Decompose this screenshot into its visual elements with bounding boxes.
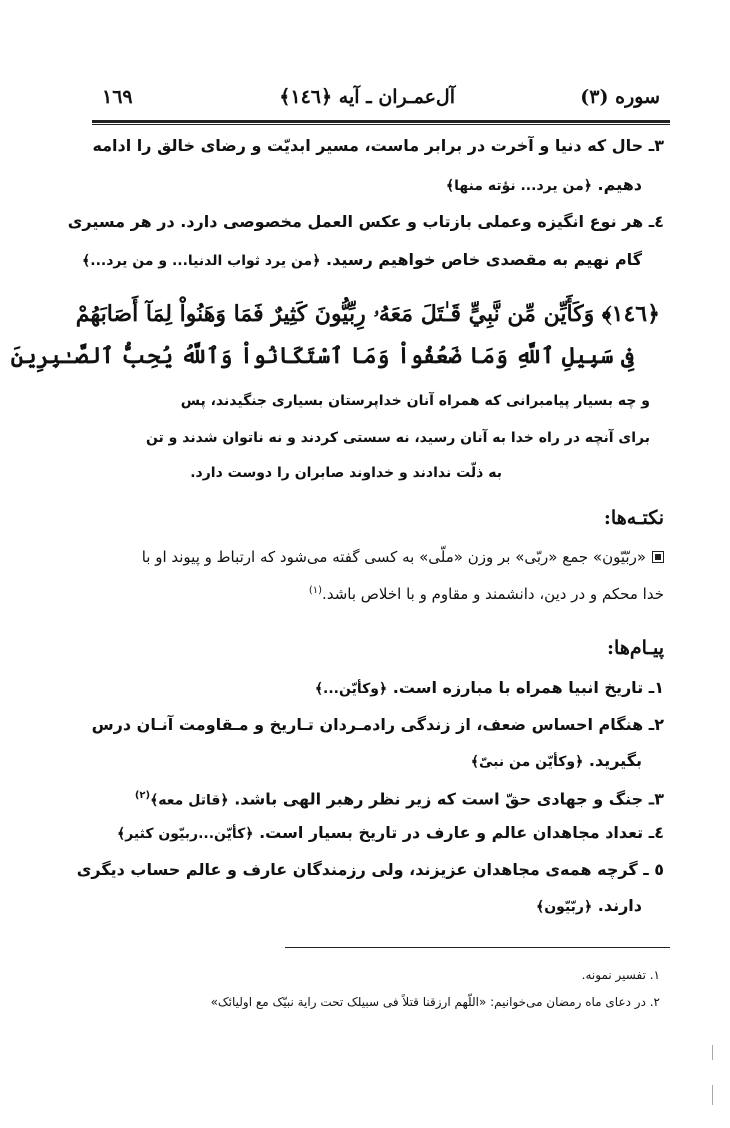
- square-bullet-icon: [652, 551, 664, 563]
- quran-quote: ﴿قاتل معه﴾: [150, 792, 229, 809]
- quran-quote: ﴿ربّیّون﴾: [536, 899, 593, 915]
- surah-label: سوره (٣): [580, 86, 660, 108]
- quran-quote: ﴿وکأیّن من نبیّ﴾: [470, 754, 584, 770]
- point-line: ٣ـ حال که دنیا و آخرت در برابر ماست، مسیر ابدیّت و رضای خالق را ادامه: [92, 136, 664, 155]
- header-rule: [92, 120, 670, 123]
- translation-line: به ذلّت ندادند و خداوند صابران را دوست دارد.: [190, 465, 502, 481]
- note-line: خدا محکم و در دین، دانشمند و مقاوم و با اخلاص باشد.$^{(١)}$: [308, 585, 664, 603]
- header-rule-thin: [92, 124, 670, 125]
- message-line: ٢ـ هنگام احساس ضعف، از زندگی رادمـردان تـاریخ و مـقاومت آنـان درس: [91, 715, 664, 734]
- verse-line: فِى سَبِيلِ ٱللَّهِ وَمَا ضَعُفُواْ وَمَا ٱسْتَكَانُواْ وَٱللَّهُ يُحِبُّ ٱلصَّـٰبِرِينَ: [10, 343, 634, 369]
- message-line: بگیرید. ﴿وکأیّن من نبیّ﴾: [470, 751, 642, 770]
- point-line: گام نهیم به مقصدی خاص خواهیم رسید. ﴿من یرد ثواب الدنیا... و من یرد...﴾: [82, 250, 642, 269]
- footnote-rule: [285, 947, 670, 948]
- page-title: آل‌عمـران ـ آیه ﴿١٤٦﴾: [279, 86, 455, 108]
- scan-mark: [712, 1085, 713, 1105]
- footnote: ١. تفسیر نمونه.: [581, 968, 660, 982]
- message-line: ١ـ تاریخ انبیا همراه با مبارزه است. ﴿وکأیّن...﴾: [314, 678, 664, 697]
- scan-mark: [712, 1045, 713, 1060]
- footnote-ref: (١): [308, 585, 323, 596]
- note-line: «ربّیّون» جمع «ربّی» بر وزن «ملّی» به کسی گفته می‌شود که ارتباط و پیوند او با: [142, 543, 664, 571]
- message-line: ٤ـ تعداد مجاهدان عالم و عارف در تاریخ بسیار است. ﴿کأیّن...ربیّون کثیر﴾: [116, 823, 664, 842]
- quran-quote: ﴿من یرد ثواب الدنیا... و من یرد...﴾: [82, 253, 321, 269]
- footnote-ref: (٢): [134, 790, 151, 801]
- message-line: ٣ـ جنگ و جهادی حقّ است که زیر نظر رهبر الهی باشد. ﴿قاتل معه﴾$^{(٢)}$: [134, 789, 664, 809]
- point-line: ٤ـ هر نوع انگیزه وعملی بازتاب و عکس العمل مخصوصی دارد. در هر مسیری: [67, 212, 664, 231]
- translation-line: برای آنچه در راه خدا به آنان رسید، نه سستی کردند و نه ناتوان شدند و تن: [145, 430, 650, 446]
- message-line: ٥ ـ گرچه همه‌ی مجاهدان عزیزند، ولی رزمندگان عارف و عالم حساب دیگری: [76, 860, 664, 879]
- notes-heading: نکتـه‌ها:: [603, 507, 664, 529]
- point-line: دهیم. ﴿من یرد... نؤته منها﴾: [445, 175, 642, 194]
- messages-heading: پیـام‌ها:: [607, 637, 664, 659]
- message-line: دارند. ﴿ربّیّون﴾: [536, 896, 642, 915]
- quran-quote: ﴿وکأیّن...﴾: [314, 681, 388, 697]
- verse-line: ﴿١٤٦﴾ وَكَأَيِّن مِّن نَّبِيٍّ قَـٰتَلَ مَعَهُۥ رِبِّيُّونَ كَثِيرٌ فَمَا وَهَنُواْ لِمَآ أَصَابَهُمْ: [75, 301, 660, 327]
- quran-quote: ﴿کأیّن...ربیّون کثیر﴾: [116, 826, 254, 842]
- quran-quote: ﴿من یرد... نؤته منها﴾: [445, 178, 592, 194]
- translation-line: و چه بسیار پیامبرانی که همراه آنان خداپرستان بسیاری جنگیدند، پس: [180, 393, 650, 409]
- footnote: ٢. در دعای ماه رمضان می‌خوانیم: «اللّهم ارزقنا قتلاً فی سبیلک تحت رایة نبیّک مع اولیائک»: [210, 995, 660, 1009]
- page-number: ١٦٩: [102, 86, 133, 108]
